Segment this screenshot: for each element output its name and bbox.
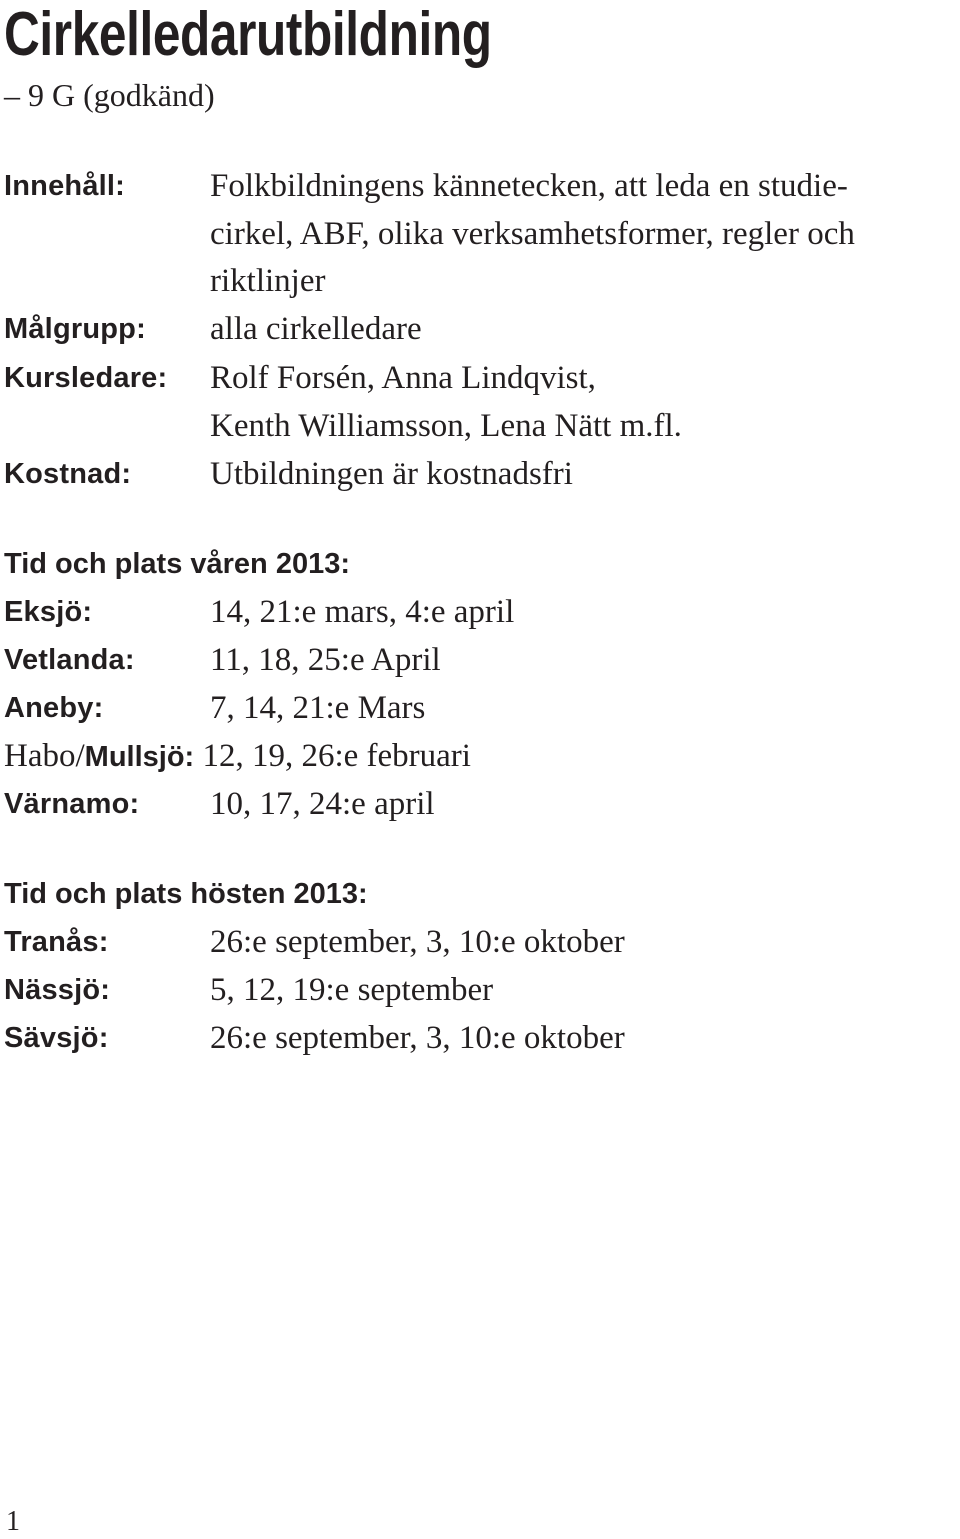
spring-entry-eksjo — [4, 588, 952, 636]
place-dates: 7, 14, 21:e Mars — [210, 690, 426, 726]
innehall-line-2: cirkel, ABF, olika verksamhetsformer, regler och — [210, 216, 855, 252]
innehall-line-1: Folkbildningens kännetecken, att leda en studie- — [210, 168, 848, 204]
spring-entry-aneby — [4, 684, 952, 732]
place-dates: 10, 17, 24:e april — [210, 786, 435, 822]
page-subtitle: – 9 G (godkänd) — [4, 77, 215, 113]
place-dates: 11, 18, 25:e April — [210, 642, 441, 678]
kursledare-line-1: Rolf Forsén, Anna Lindqvist, — [210, 360, 596, 396]
place-label: Aneby: — [4, 692, 104, 724]
spring-heading: Tid och plats våren 2013: — [4, 548, 350, 580]
page-number: 1 — [6, 1506, 20, 1537]
place-dates: 5, 12, 19:e september — [210, 972, 494, 1008]
place-label: Sävsjö: — [4, 1022, 109, 1054]
place-dates: 26:e september, 3, 10:e oktober — [210, 1020, 625, 1056]
place-dates: 14, 21:e mars, 4:e april — [210, 594, 515, 630]
spring-entry-vetlanda — [4, 636, 952, 684]
spring-entry-habo-mullsjo — [4, 732, 952, 780]
spring-entry-varnamo — [4, 780, 952, 828]
autumn-entry-nassjo — [4, 966, 952, 1014]
kursledare-row-2 — [4, 402, 952, 450]
kostnad-label: Kostnad: — [4, 458, 132, 490]
page-title: Cirkelledarutbildning — [4, 0, 492, 69]
malgrupp-row — [4, 305, 952, 353]
innehall-row-3 — [4, 257, 952, 305]
place-label: Tranås: — [4, 926, 109, 958]
place-label: Mullsjö: — [84, 741, 195, 773]
habo-mullsjo-line — [4, 732, 471, 781]
autumn-entry-tranas — [4, 918, 952, 966]
place-dates: 12, 19, 26:e februari — [202, 738, 471, 774]
place-label: Vetlanda: — [4, 644, 135, 676]
kursledare-line-2: Kenth Williamsson, Lena Nätt m.fl. — [210, 408, 682, 444]
place-label: Eksjö: — [4, 596, 93, 628]
innehall-row — [4, 162, 952, 210]
innehall-label: Innehåll: — [4, 170, 126, 202]
kursledare-row — [4, 354, 952, 402]
malgrupp-value: alla cirkelledare — [210, 311, 422, 347]
place-label: Nässjö: — [4, 974, 111, 1006]
place-dates: 26:e september, 3, 10:e oktober — [210, 924, 625, 960]
autumn-entry-savsjo — [4, 1014, 952, 1062]
kursledare-label: Kursledare: — [4, 362, 168, 394]
place-label: Värnamo: — [4, 788, 140, 820]
kostnad-value: Utbildningen är kostnadsfri — [210, 456, 573, 492]
innehall-line-3: riktlinjer — [210, 263, 326, 299]
innehall-row-2 — [4, 210, 952, 258]
kostnad-row — [4, 450, 952, 498]
place-prefix: Habo/ — [4, 738, 85, 774]
autumn-heading: Tid och plats hösten 2013: — [4, 878, 368, 910]
malgrupp-label: Målgrupp: — [4, 313, 146, 345]
